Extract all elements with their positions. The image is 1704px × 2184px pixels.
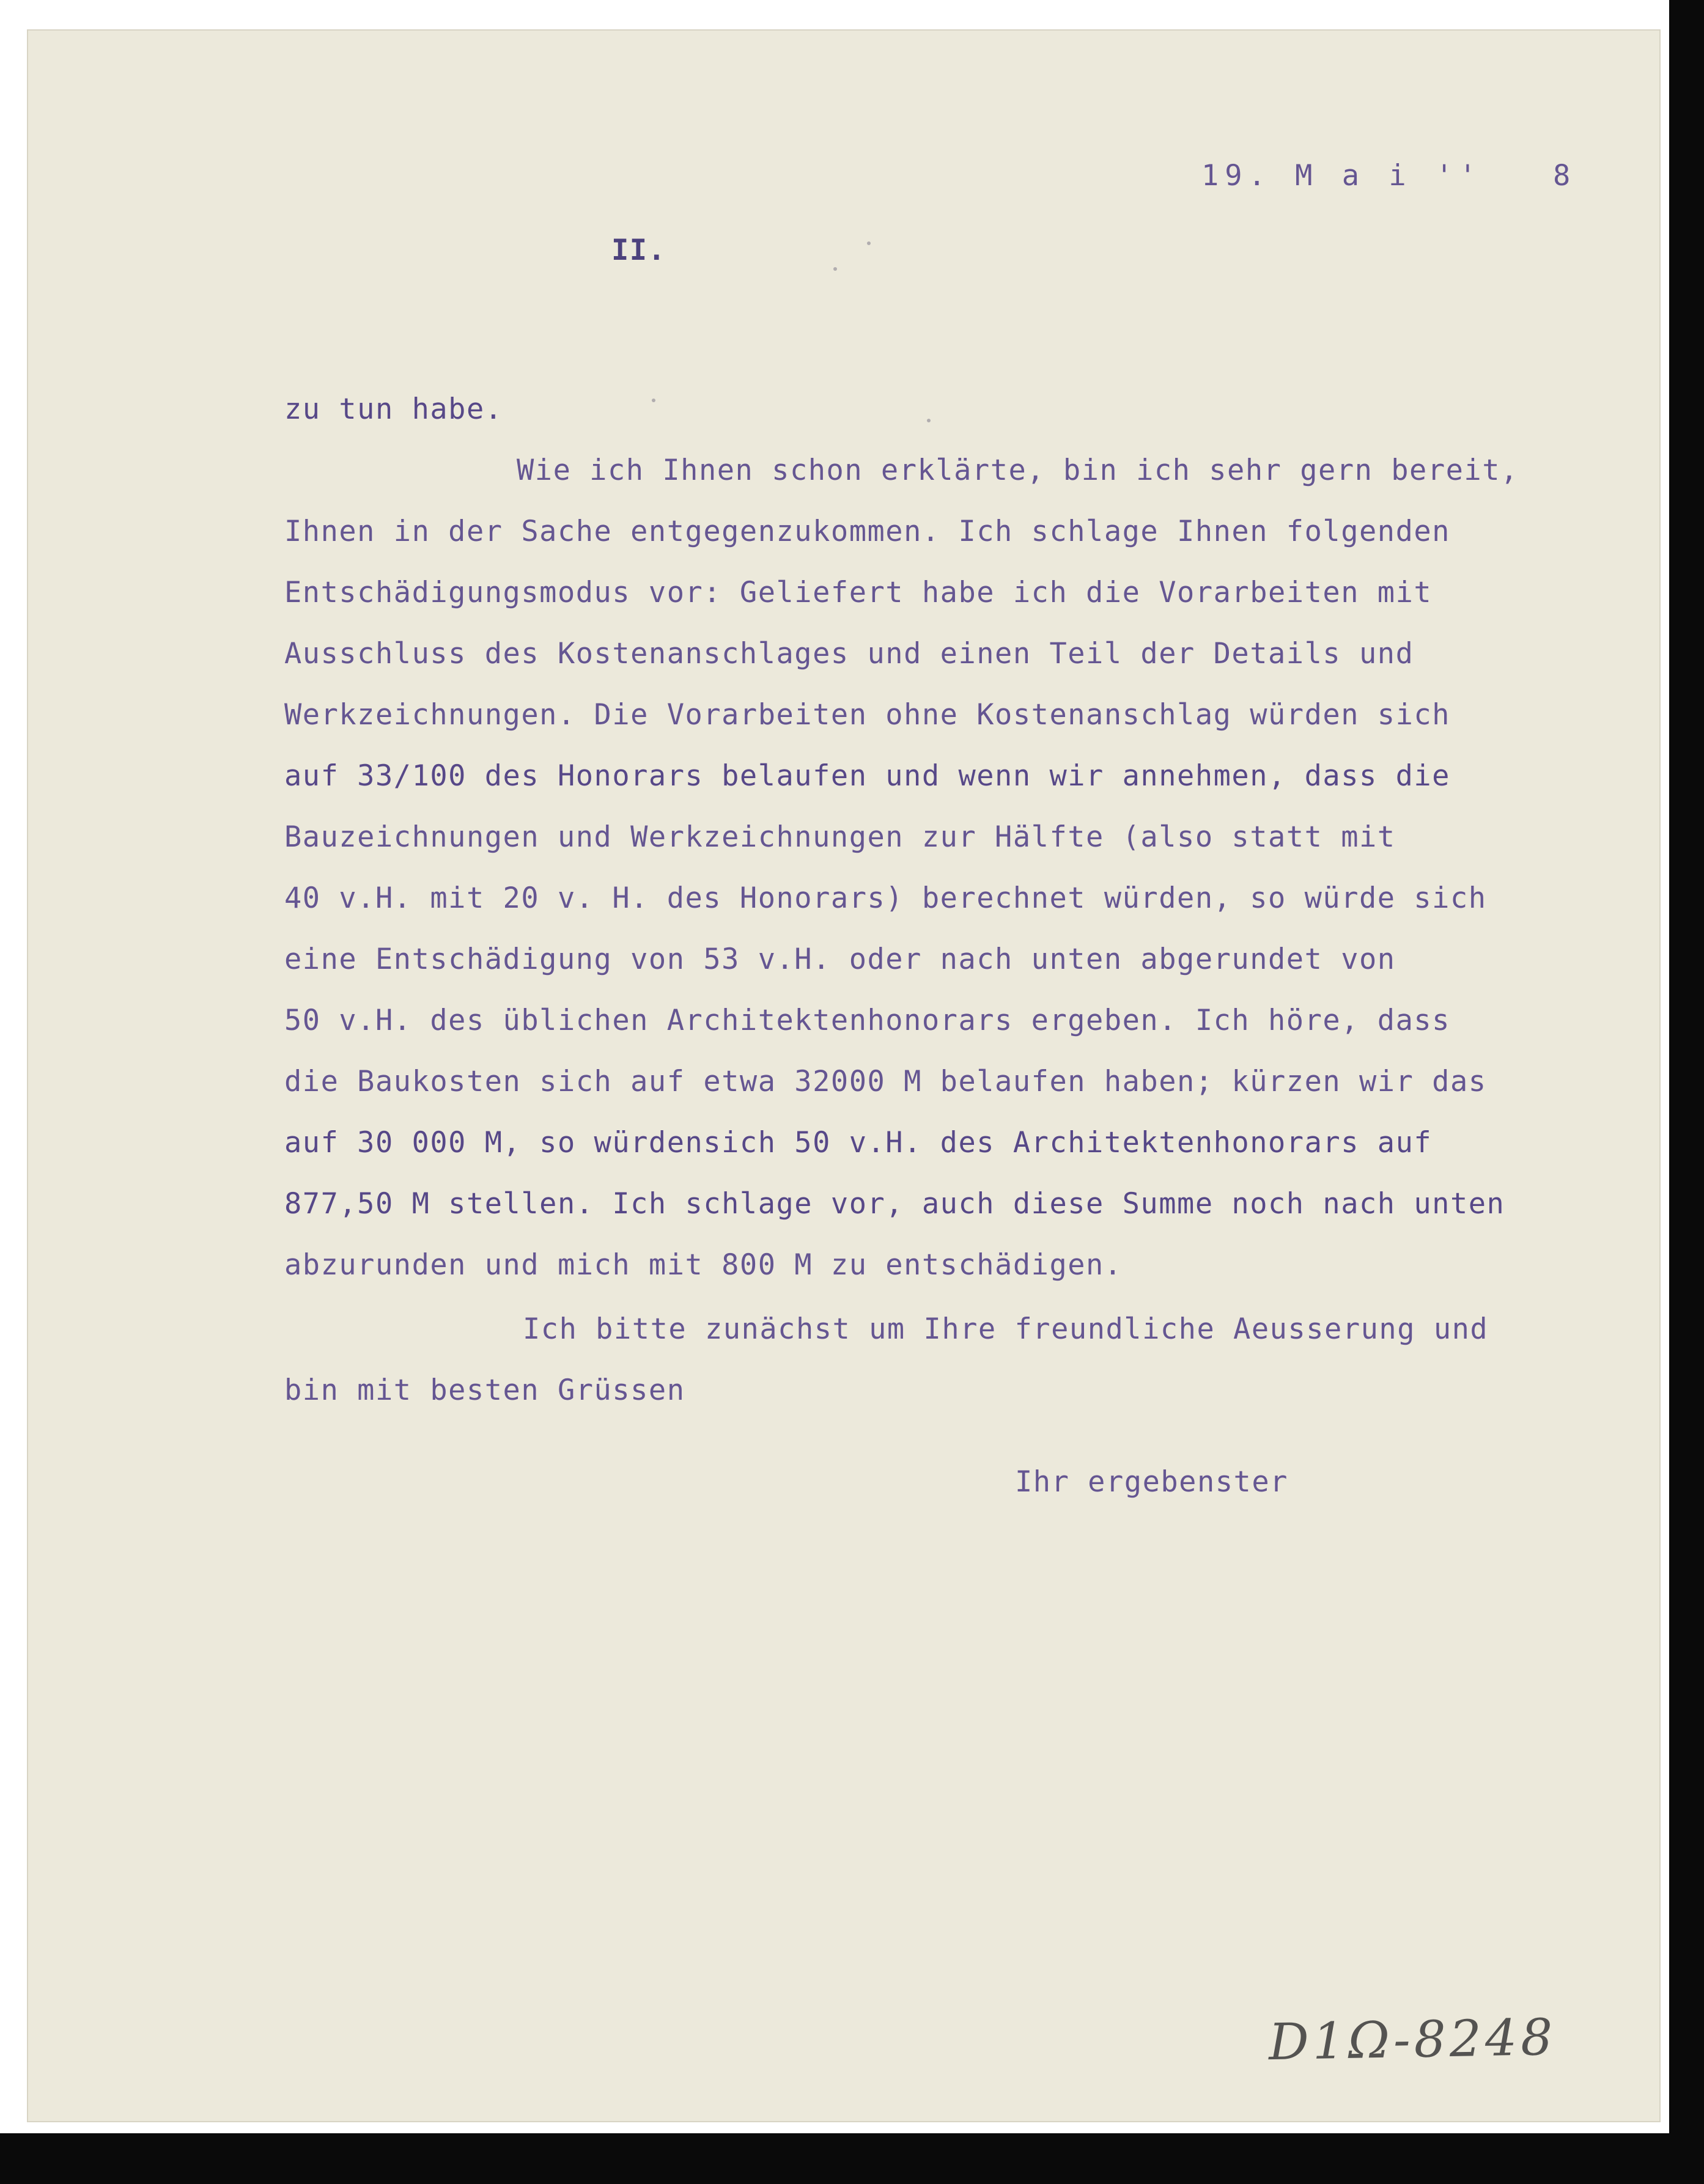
archive-reference: D1Ω-8248 xyxy=(1268,2008,1557,2072)
body-line: eine Entschädigung von 53 v.H. oder nach unten abgerundet von xyxy=(284,943,1396,976)
closing-line: Ich bitte zunächst um Ihre freundliche Aeusserung und xyxy=(523,1312,1489,1346)
closing-line: bin mit besten Grüssen xyxy=(284,1373,685,1407)
body-line: auf 30 000 M, so würdensich 50 v.H. des Architektenhonorars auf xyxy=(284,1126,1433,1160)
ink-speck xyxy=(652,399,655,402)
section-numeral: II. xyxy=(611,233,666,267)
body-line: Ausschluss des Kostenanschlages und einen Teil der Details und xyxy=(284,637,1414,671)
body-line: Werkzeichnungen. Die Vorarbeiten ohne Kostenanschlag würden sich xyxy=(284,698,1450,732)
scan-border-right xyxy=(1669,0,1704,2184)
body-line: auf 33/100 des Honorars belaufen und wenn wir annehmen, dass die xyxy=(284,759,1450,793)
ink-speck xyxy=(927,419,931,422)
body-line: Bauzeichnungen und Werkzeichnungen zur Hälfte (also statt mit xyxy=(284,820,1396,854)
body-line: 877,50 M stellen. Ich schlage vor, auch diese Summe noch nach unten xyxy=(284,1187,1505,1221)
body-line: Ihnen in der Sache entgegenzukommen. Ich schlage Ihnen folgenden xyxy=(284,515,1450,548)
body-line: 50 v.H. des üblichen Architektenhonorars ergeben. Ich höre, dass xyxy=(284,1004,1450,1037)
body-line: 40 v.H. mit 20 v. H. des Honorars) berechnet würden, so würde sich xyxy=(284,881,1487,915)
ink-speck xyxy=(833,267,837,271)
scan-border-bottom xyxy=(0,2133,1704,2184)
signature-closing: Ihr ergebenster xyxy=(1015,1465,1288,1499)
page-number: 8 xyxy=(1553,159,1571,193)
body-line: zu tun habe. xyxy=(284,392,503,426)
body-line: abzurunden und mich mit 800 M zu entschädigen. xyxy=(284,1248,1123,1282)
ink-speck xyxy=(867,241,871,245)
body-line: Wie ich Ihnen schon erklärte, bin ich sehr gern bereit, xyxy=(517,454,1519,487)
letter-date: 19. M a i '' xyxy=(1201,159,1506,193)
body-line: Entschädigungsmodus vor: Geliefert habe ich die Vorarbeiten mit xyxy=(284,576,1433,609)
body-line: die Baukosten sich auf etwa 32000 M belaufen haben; kürzen wir das xyxy=(284,1065,1487,1098)
